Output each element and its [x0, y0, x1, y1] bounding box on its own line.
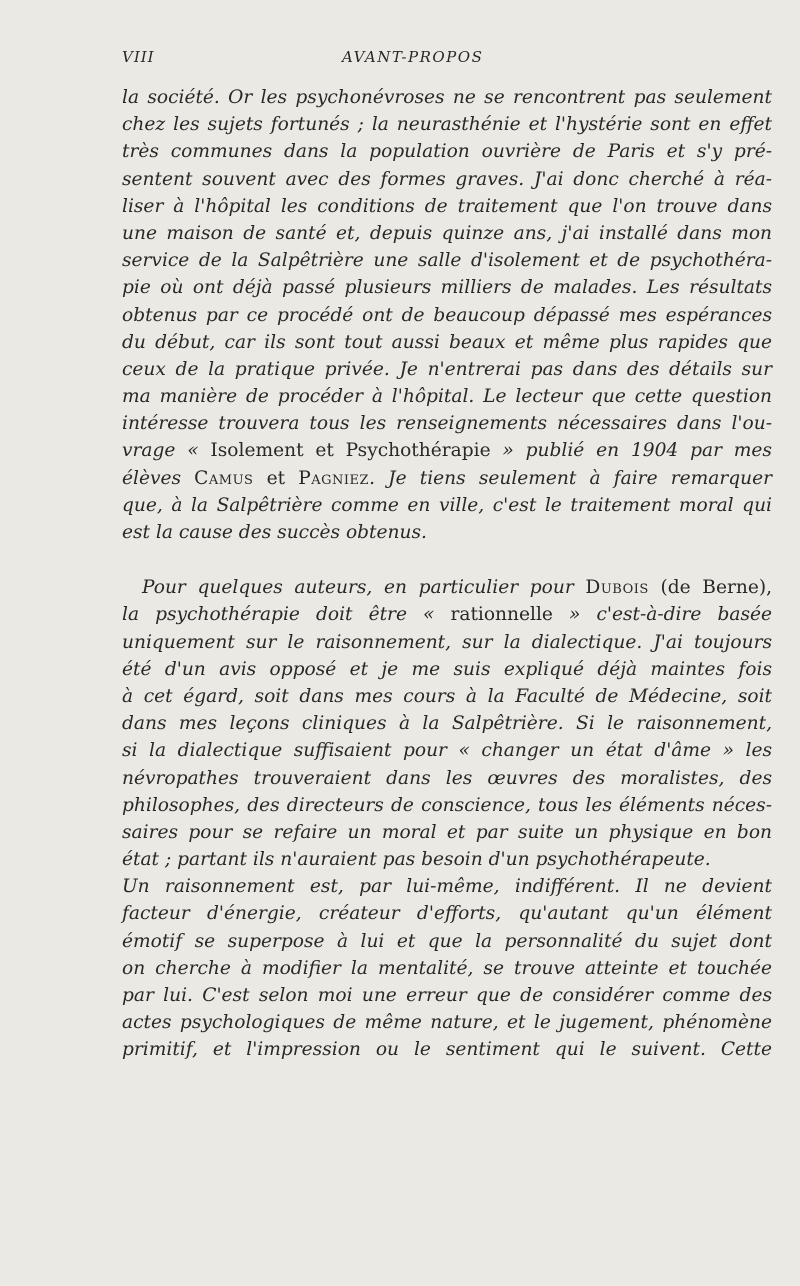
text-span: la psychothérapie doit être «	[122, 604, 451, 626]
text-span: Pour quelques auteurs, en particulier pour	[142, 577, 586, 599]
paragraph-gap	[122, 546, 772, 574]
text-line	[122, 601, 772, 628]
text-span: et	[253, 467, 299, 489]
text-line: uniquement sur le raisonnement, sur la dialectique. J'ai toujours	[122, 631, 772, 653]
page-header	[122, 48, 742, 74]
text-line	[122, 437, 772, 464]
text-line: émotif se superpose à lui et que la personnalité du sujet dont	[122, 930, 772, 952]
text-line: très communes dans la population ouvrière de Paris et s'y pré-	[122, 141, 772, 163]
text-span: » c'est-à-dire basée	[552, 604, 772, 626]
text-line: une maison de santé et, depuis quinze ans, j'ai installé dans mon	[122, 222, 772, 244]
text-line: névropathes trouveraient dans les œuvres des moralistes, des	[122, 767, 772, 789]
running-title: AVANT-PROPOS	[342, 48, 484, 66]
text-span: . Je tiens seulement à faire remarquer	[369, 467, 772, 489]
author-name: Pagniez	[298, 467, 370, 489]
text-line: on cherche à modifier la mentalité, se trouve atteinte et touchée	[122, 957, 772, 979]
text-line: du début, car ils sont tout aussi beaux et même plus rapides que	[122, 331, 772, 353]
paragraph-2	[122, 574, 772, 1063]
text-line: la société. Or les psychonévroses ne se rencontrent pas seulement	[122, 87, 772, 108]
text-line: intéresse trouvera tous les renseignements nécessaires dans l'ou-	[122, 413, 772, 435]
text-line: philosophes, des directeurs de conscience, tous les éléments néces-	[122, 794, 772, 816]
author-name: Dubois	[585, 577, 649, 599]
text-line: pie où ont déjà passé plusieurs milliers de malades. Les résultats	[122, 277, 772, 299]
text-line: à cet égard, soit dans mes cours à la Faculté de Médecine, soit	[122, 685, 772, 707]
text-line	[122, 465, 772, 492]
text-line	[122, 574, 772, 601]
text-line: actes psychologiques de même nature, et le jugement, phénomène	[122, 1012, 772, 1034]
text-line: sentent souvent avec des formes graves. J'ai donc cherché à réa-	[122, 168, 772, 190]
text-line: que, à la Salpêtrière comme en ville, c'est le traitement moral qui	[122, 494, 772, 516]
paragraph-1	[122, 84, 772, 546]
text-line: saires pour se refaire un moral et par suite un physique en bon	[122, 821, 772, 843]
page-number: VIII	[122, 48, 155, 66]
text-line: obtenus par ce procédé ont de beaucoup dépassé mes espérances	[122, 304, 772, 326]
text-line: dans mes leçons cliniques à la Salpêtrière. Si le raisonnement,	[122, 713, 772, 735]
text-span: (de Berne),	[648, 577, 773, 599]
text-line: si la dialectique suffisaient pour « changer un état d'âme » les	[122, 740, 772, 762]
text-line: est la cause des succès obtenus.	[122, 522, 427, 543]
text-line: ma manière de procéder à l'hôpital. Le lecteur que cette question	[122, 386, 772, 408]
body-text	[122, 84, 772, 1064]
text-line: par lui. C'est selon moi une erreur que de considérer comme des	[122, 985, 772, 1006]
text-line: état ; partant ils n'auraient pas besoin d'un psychothérapeute.	[122, 849, 711, 871]
text-line: liser à l'hôpital les conditions de traitement que l'on trouve dans	[122, 195, 772, 217]
text-line: ceux de la pratique privée. Je n'entrerai pas dans des détails sur	[122, 358, 772, 380]
text-span: » publié en 1904 par mes	[490, 440, 772, 462]
text-line: Un raisonnement est, par lui-même, indifférent. Il ne devient	[122, 876, 772, 898]
author-name: Camus	[194, 467, 254, 489]
book-title: Isolement et Psychothérapie	[210, 440, 491, 462]
quoted-word: rationnelle	[450, 604, 553, 626]
text-line: primitif, et l'impression ou le sentiment qui le suivent. Cette	[122, 1039, 772, 1061]
text-span: élèves	[122, 467, 195, 489]
text-line: été d'un avis opposé et je me suis expliqué déjà maintes fois	[122, 658, 772, 680]
text-span: vrage «	[122, 440, 211, 462]
text-line: facteur d'énergie, créateur d'efforts, qu'autant qu'un élément	[122, 903, 772, 925]
text-line: service de la Salpêtrière une salle d'isolement et de psychothéra-	[122, 250, 772, 272]
text-line: chez les sujets fortunés ; la neurasthénie et l'hystérie sont en effet	[122, 114, 772, 136]
